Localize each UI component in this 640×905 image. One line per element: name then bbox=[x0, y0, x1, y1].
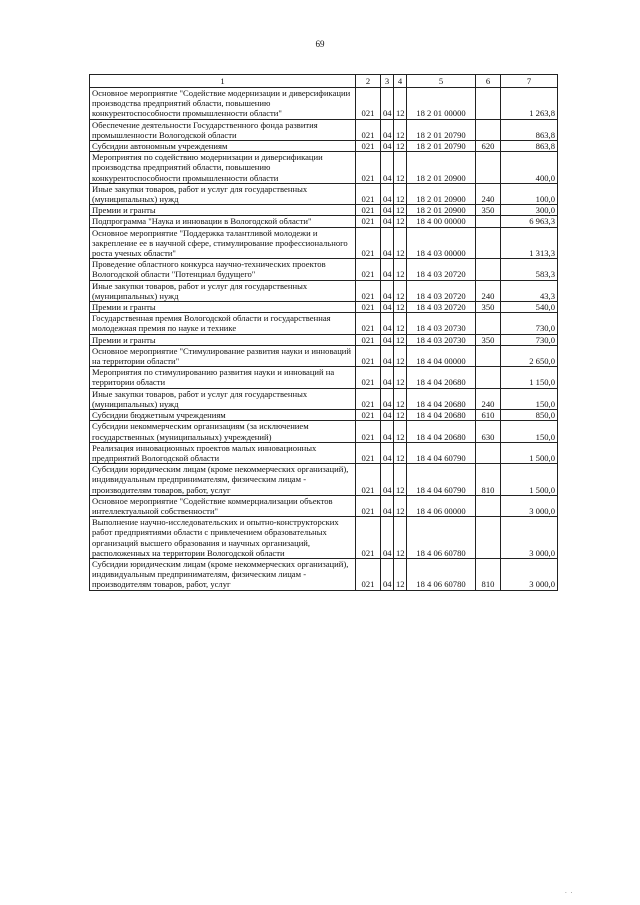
code-expense-type bbox=[476, 495, 501, 516]
item-name: Основное мероприятие "Содействие коммерциализации объектов интеллектуальной собственности" bbox=[90, 495, 356, 516]
code-target-article: 18 2 01 20900 bbox=[407, 205, 476, 216]
code-subsection: 12 bbox=[394, 313, 407, 334]
code-section: 04 bbox=[381, 421, 394, 442]
amount: 6 963,3 bbox=[501, 216, 558, 227]
code-subsection: 12 bbox=[394, 442, 407, 463]
code-subsection: 12 bbox=[394, 517, 407, 559]
code-expense-type: 350 bbox=[476, 334, 501, 345]
code-expense-type bbox=[476, 517, 501, 559]
code-expense-type: 810 bbox=[476, 558, 501, 590]
amount: 863,8 bbox=[501, 141, 558, 152]
code-ministry: 021 bbox=[356, 119, 381, 140]
budget-table bbox=[89, 74, 558, 591]
table-row bbox=[90, 410, 558, 421]
table-row bbox=[90, 313, 558, 334]
code-target-article: 18 4 03 20720 bbox=[407, 302, 476, 313]
code-target-article: 18 4 06 60780 bbox=[407, 517, 476, 559]
code-ministry: 021 bbox=[356, 367, 381, 388]
code-expense-type bbox=[476, 216, 501, 227]
item-name: Субсидии юридическим лицам (кроме некоммерческих организаций), индивидуальным предпринимателям, физическим лицам - производителям товаров, работ, услуг bbox=[90, 558, 356, 590]
code-section: 04 bbox=[381, 302, 394, 313]
item-name: Субсидии некоммерческим организациям (за исключением государственных (муниципальных) учреждений) bbox=[90, 421, 356, 442]
code-subsection: 12 bbox=[394, 119, 407, 140]
table-row bbox=[90, 216, 558, 227]
item-name: Премии и гранты bbox=[90, 334, 356, 345]
amount: 1 263,8 bbox=[501, 88, 558, 120]
code-expense-type: 350 bbox=[476, 302, 501, 313]
code-ministry: 021 bbox=[356, 517, 381, 559]
code-target-article: 18 4 04 60790 bbox=[407, 464, 476, 496]
code-ministry: 021 bbox=[356, 313, 381, 334]
table-row bbox=[90, 345, 558, 366]
amount: 730,0 bbox=[501, 334, 558, 345]
item-name: Проведение областного конкурса научно-технических проектов Вологодской области "Потенциал будущего" bbox=[90, 259, 356, 280]
code-section: 04 bbox=[381, 388, 394, 409]
code-target-article: 18 4 04 20680 bbox=[407, 367, 476, 388]
amount: 400,0 bbox=[501, 152, 558, 184]
code-target-article: 18 4 06 00000 bbox=[407, 495, 476, 516]
code-expense-type: 610 bbox=[476, 410, 501, 421]
code-ministry: 021 bbox=[356, 216, 381, 227]
amount: 150,0 bbox=[501, 388, 558, 409]
code-section: 04 bbox=[381, 88, 394, 120]
code-ministry: 021 bbox=[356, 464, 381, 496]
code-target-article: 18 2 01 00000 bbox=[407, 88, 476, 120]
code-subsection: 12 bbox=[394, 464, 407, 496]
code-target-article: 18 4 04 60790 bbox=[407, 442, 476, 463]
code-ministry: 021 bbox=[356, 421, 381, 442]
code-target-article: 18 4 00 00000 bbox=[407, 216, 476, 227]
code-section: 04 bbox=[381, 119, 394, 140]
code-subsection: 12 bbox=[394, 302, 407, 313]
amount: 43,3 bbox=[501, 280, 558, 301]
code-section: 04 bbox=[381, 410, 394, 421]
column-header: 4 bbox=[394, 75, 407, 88]
column-header: 3 bbox=[381, 75, 394, 88]
code-ministry: 021 bbox=[356, 495, 381, 516]
page-number: 69 bbox=[315, 39, 325, 49]
amount: 300,0 bbox=[501, 205, 558, 216]
code-section: 04 bbox=[381, 313, 394, 334]
code-target-article: 18 4 04 20680 bbox=[407, 388, 476, 409]
code-ministry: 021 bbox=[356, 410, 381, 421]
code-target-article: 18 4 06 60780 bbox=[407, 558, 476, 590]
item-name: Мероприятия по содействию модернизации и диверсификации производства предприятий области, повышению конкурентоспособности промышленности области bbox=[90, 152, 356, 184]
code-ministry: 021 bbox=[356, 152, 381, 184]
table-row bbox=[90, 495, 558, 516]
table-row bbox=[90, 388, 558, 409]
item-name: Субсидии автономным учреждениям bbox=[90, 141, 356, 152]
code-expense-type bbox=[476, 259, 501, 280]
code-ministry: 021 bbox=[356, 259, 381, 280]
code-section: 04 bbox=[381, 280, 394, 301]
column-header: 5 bbox=[407, 75, 476, 88]
code-ministry: 021 bbox=[356, 442, 381, 463]
code-section: 04 bbox=[381, 367, 394, 388]
code-expense-type bbox=[476, 227, 501, 259]
code-expense-type bbox=[476, 442, 501, 463]
item-name: Основное мероприятие "Стимулирование развития науки и инноваций на территории области" bbox=[90, 345, 356, 366]
code-ministry: 021 bbox=[356, 302, 381, 313]
code-expense-type: 630 bbox=[476, 421, 501, 442]
item-name: Премии и гранты bbox=[90, 205, 356, 216]
code-expense-type: 240 bbox=[476, 183, 501, 204]
code-section: 04 bbox=[381, 517, 394, 559]
code-expense-type bbox=[476, 119, 501, 140]
code-subsection: 12 bbox=[394, 388, 407, 409]
code-section: 04 bbox=[381, 183, 394, 204]
item-name: Премии и гранты bbox=[90, 302, 356, 313]
item-name: Иные закупки товаров, работ и услуг для государственных (муниципальных) нужд bbox=[90, 183, 356, 204]
code-ministry: 021 bbox=[356, 558, 381, 590]
column-header: 6 bbox=[476, 75, 501, 88]
code-expense-type: 240 bbox=[476, 280, 501, 301]
amount: 2 650,0 bbox=[501, 345, 558, 366]
table-row bbox=[90, 183, 558, 204]
amount: 730,0 bbox=[501, 313, 558, 334]
code-section: 04 bbox=[381, 205, 394, 216]
code-ministry: 021 bbox=[356, 205, 381, 216]
code-target-article: 18 4 04 00000 bbox=[407, 345, 476, 366]
code-section: 04 bbox=[381, 558, 394, 590]
item-name: Субсидии юридическим лицам (кроме некоммерческих организаций), индивидуальным предпринимателям, физическим лицам - производителям товаров, работ, услуг bbox=[90, 464, 356, 496]
code-section: 04 bbox=[381, 227, 394, 259]
code-subsection: 12 bbox=[394, 152, 407, 184]
amount: 150,0 bbox=[501, 421, 558, 442]
table-row bbox=[90, 442, 558, 463]
code-target-article: 18 4 03 20730 bbox=[407, 313, 476, 334]
table-body bbox=[90, 88, 558, 591]
table-row bbox=[90, 302, 558, 313]
table-row bbox=[90, 334, 558, 345]
code-target-article: 18 4 04 20680 bbox=[407, 421, 476, 442]
code-target-article: 18 2 01 20900 bbox=[407, 152, 476, 184]
code-ministry: 021 bbox=[356, 183, 381, 204]
code-subsection: 12 bbox=[394, 216, 407, 227]
table-row bbox=[90, 227, 558, 259]
code-target-article: 18 4 03 20720 bbox=[407, 280, 476, 301]
code-section: 04 bbox=[381, 334, 394, 345]
code-target-article: 18 2 01 20790 bbox=[407, 119, 476, 140]
code-subsection: 12 bbox=[394, 345, 407, 366]
amount: 3 000,0 bbox=[501, 517, 558, 559]
item-name: Обеспечение деятельности Государственного фонда развития промышленности Вологодской области bbox=[90, 119, 356, 140]
code-section: 04 bbox=[381, 464, 394, 496]
column-header: 7 bbox=[501, 75, 558, 88]
code-subsection: 12 bbox=[394, 227, 407, 259]
item-name: Основное мероприятие "Поддержка талантливой молодежи и закрепление ее в научной сфере, стимулирование профессионального роста ученых области" bbox=[90, 227, 356, 259]
code-section: 04 bbox=[381, 345, 394, 366]
item-name: Подпрограмма "Наука и инновации в Вологодской области" bbox=[90, 216, 356, 227]
code-ministry: 021 bbox=[356, 227, 381, 259]
code-section: 04 bbox=[381, 495, 394, 516]
amount: 583,3 bbox=[501, 259, 558, 280]
amount: 540,0 bbox=[501, 302, 558, 313]
table-header-row bbox=[90, 75, 558, 88]
code-section: 04 bbox=[381, 141, 394, 152]
code-ministry: 021 bbox=[356, 141, 381, 152]
code-subsection: 12 bbox=[394, 421, 407, 442]
code-subsection: 12 bbox=[394, 334, 407, 345]
item-name: Реализация инновационных проектов малых инновационных предприятий Вологодской области bbox=[90, 442, 356, 463]
code-expense-type: 810 bbox=[476, 464, 501, 496]
code-subsection: 12 bbox=[394, 410, 407, 421]
table-row bbox=[90, 464, 558, 496]
table-row bbox=[90, 367, 558, 388]
item-name: Основное мероприятие "Содействие модернизации и диверсификации производства предприятий области, повышению конкурентоспособности промышленности области" bbox=[90, 88, 356, 120]
code-expense-type bbox=[476, 313, 501, 334]
code-subsection: 12 bbox=[394, 280, 407, 301]
code-section: 04 bbox=[381, 442, 394, 463]
code-ministry: 021 bbox=[356, 334, 381, 345]
code-target-article: 18 4 03 00000 bbox=[407, 227, 476, 259]
item-name: Мероприятия по стимулированию развития науки и инноваций на территории области bbox=[90, 367, 356, 388]
code-expense-type: 620 bbox=[476, 141, 501, 152]
code-target-article: 18 4 03 20730 bbox=[407, 334, 476, 345]
code-ministry: 021 bbox=[356, 345, 381, 366]
amount: 1 500,0 bbox=[501, 464, 558, 496]
code-target-article: 18 4 04 20680 bbox=[407, 410, 476, 421]
amount: 863,8 bbox=[501, 119, 558, 140]
table-row bbox=[90, 152, 558, 184]
item-name: Иные закупки товаров, работ и услуг для государственных (муниципальных) нужд bbox=[90, 280, 356, 301]
code-expense-type bbox=[476, 152, 501, 184]
amount: 100,0 bbox=[501, 183, 558, 204]
amount: 1 500,0 bbox=[501, 442, 558, 463]
table-row bbox=[90, 558, 558, 590]
table-row bbox=[90, 421, 558, 442]
code-expense-type bbox=[476, 345, 501, 366]
code-section: 04 bbox=[381, 216, 394, 227]
code-subsection: 12 bbox=[394, 259, 407, 280]
table-row bbox=[90, 259, 558, 280]
amount: 1 313,3 bbox=[501, 227, 558, 259]
code-subsection: 12 bbox=[394, 183, 407, 204]
code-expense-type: 240 bbox=[476, 388, 501, 409]
code-subsection: 12 bbox=[394, 88, 407, 120]
code-subsection: 12 bbox=[394, 141, 407, 152]
table-row bbox=[90, 119, 558, 140]
code-subsection: 12 bbox=[394, 495, 407, 516]
code-ministry: 021 bbox=[356, 388, 381, 409]
column-header: 1 bbox=[90, 75, 356, 88]
column-header: 2 bbox=[356, 75, 381, 88]
code-subsection: 12 bbox=[394, 205, 407, 216]
code-ministry: 021 bbox=[356, 88, 381, 120]
table-row bbox=[90, 517, 558, 559]
code-section: 04 bbox=[381, 152, 394, 184]
item-name: Государственная премия Вологодской области и государственная молодежная премия по науке и технике bbox=[90, 313, 356, 334]
code-section: 04 bbox=[381, 259, 394, 280]
amount: 3 000,0 bbox=[501, 495, 558, 516]
item-name: Выполнение научно-исследовательских и опытно-конструкторских работ предприятиями области с привлечением образовательных организаций высшего образования и научных организаций, расположенных на территории Вологодской области bbox=[90, 517, 356, 559]
code-expense-type bbox=[476, 367, 501, 388]
table-row bbox=[90, 280, 558, 301]
code-subsection: 12 bbox=[394, 558, 407, 590]
code-expense-type bbox=[476, 88, 501, 120]
corner-mark: . . bbox=[565, 887, 574, 895]
item-name: Субсидии бюджетным учреждениям bbox=[90, 410, 356, 421]
code-subsection: 12 bbox=[394, 367, 407, 388]
amount: 850,0 bbox=[501, 410, 558, 421]
code-target-article: 18 2 01 20790 bbox=[407, 141, 476, 152]
code-expense-type: 350 bbox=[476, 205, 501, 216]
code-ministry: 021 bbox=[356, 280, 381, 301]
table-row bbox=[90, 205, 558, 216]
table-row bbox=[90, 88, 558, 120]
code-target-article: 18 2 01 20900 bbox=[407, 183, 476, 204]
table-row bbox=[90, 141, 558, 152]
amount: 3 000,0 bbox=[501, 558, 558, 590]
code-target-article: 18 4 03 20720 bbox=[407, 259, 476, 280]
amount: 1 150,0 bbox=[501, 367, 558, 388]
item-name: Иные закупки товаров, работ и услуг для государственных (муниципальных) нужд bbox=[90, 388, 356, 409]
